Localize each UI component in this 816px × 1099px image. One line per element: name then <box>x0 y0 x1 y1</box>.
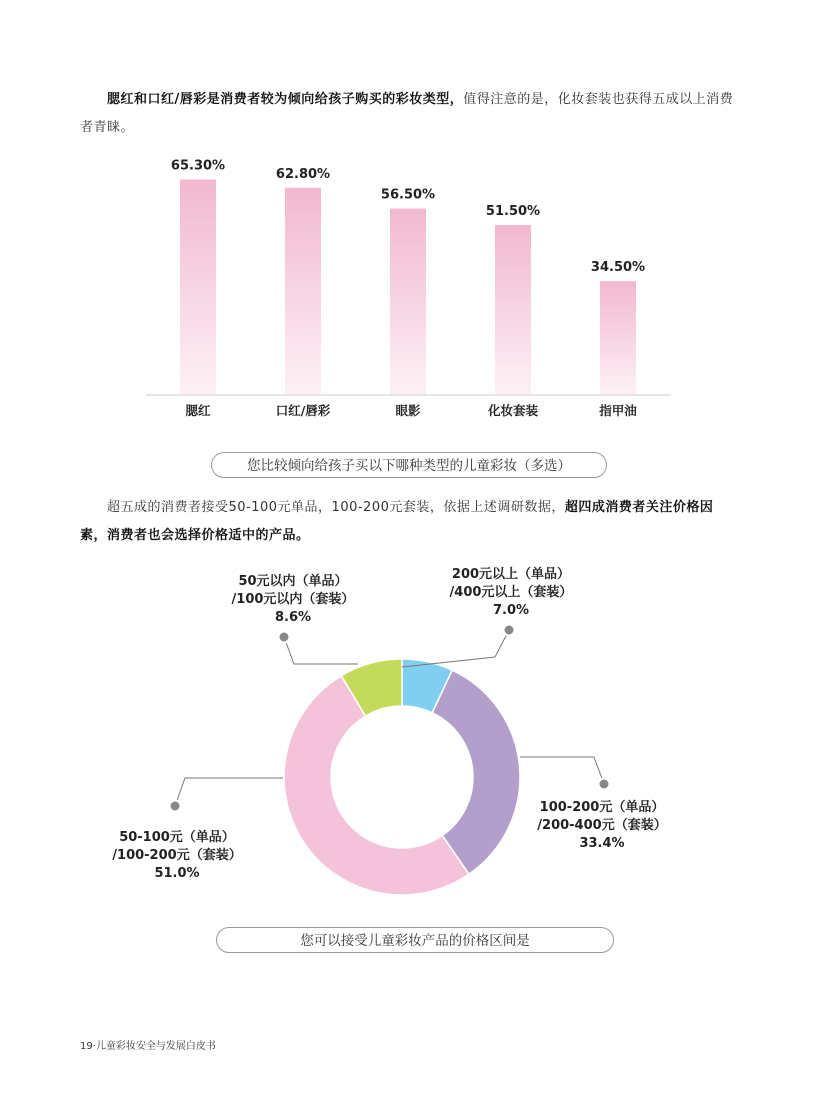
pie-label-line1: 50元以内（单品） <box>238 574 348 589</box>
bar-data-label-4: 34.50% <box>590 260 646 276</box>
pie-label-pct: 7.0% <box>492 603 530 618</box>
para2-normal: 超五成的消费者接受50-100元单品，100-200元套装，依据上述调研数据， <box>107 500 565 515</box>
para1-normal: 值得注意的是，化妆套装也获得五成以上消费者青睐。 <box>80 92 734 135</box>
pie-label-line2: /100-200元（套装） <box>112 848 242 863</box>
pie-label-line2: /100元以内（套装） <box>231 592 355 607</box>
donut-chart-caption: 您可以接受儿童彩妆产品的价格区间是 <box>216 927 614 953</box>
leader-line-slice-1 <box>520 757 604 784</box>
bar-data-label-2: 56.50% <box>380 187 436 203</box>
page-footer: 19·儿童彩妆安全与发展白皮书 <box>80 1041 216 1052</box>
para1-bold: 腮红和口红/唇彩是消费者较为倾向给孩子购买的彩妆类型， <box>107 92 464 107</box>
bar-data-label-3: 51.50% <box>485 204 541 220</box>
leader-line-slice-2 <box>175 778 283 806</box>
leader-dot-slice-1 <box>599 779 610 790</box>
bar-category-label-1: 口红/唇彩 <box>275 403 331 418</box>
pie-label-line2: /400元以上（套装） <box>449 585 573 600</box>
bar-data-label-1: 62.80% <box>275 166 331 182</box>
pie-label-line2: /200-400元（套装） <box>537 818 667 833</box>
bar-category-label-4: 指甲油 <box>599 403 637 418</box>
pie-label-pct: 51.0% <box>154 866 200 881</box>
bar-category-label-3: 化妆套装 <box>487 403 539 418</box>
leader-line-slice-3 <box>284 637 358 664</box>
leader-dot-slice-0 <box>504 625 515 636</box>
pie-label-line1: 50-100元（单品） <box>119 830 235 845</box>
bar-chart-caption: 您比较倾向给孩子买以下哪种类型的儿童彩妆（多选） <box>211 452 607 478</box>
pie-label-line1: 100-200元（单品） <box>539 800 665 815</box>
bar-category-label-2: 眼影 <box>395 403 421 418</box>
leader-dot-slice-3 <box>279 632 290 643</box>
pie-label-slice-3 <box>218 573 368 627</box>
pie-label-slice-1 <box>527 799 677 853</box>
pie-label-line1: 200元以上（单品） <box>451 567 571 582</box>
pie-label-slice-0 <box>436 566 586 620</box>
para2-bold: 超四成消费者关注价格因素，消费者也会选择价格适中的产品。 <box>80 500 714 543</box>
pie-label-pct: 33.4% <box>579 836 625 851</box>
pie-label-pct: 8.6% <box>274 610 312 625</box>
leader-dot-slice-2 <box>170 801 181 812</box>
bar-data-label-0: 65.30% <box>170 158 226 174</box>
bar-category-label-0: 腮红 <box>185 403 211 418</box>
pie-label-slice-2 <box>102 829 252 883</box>
